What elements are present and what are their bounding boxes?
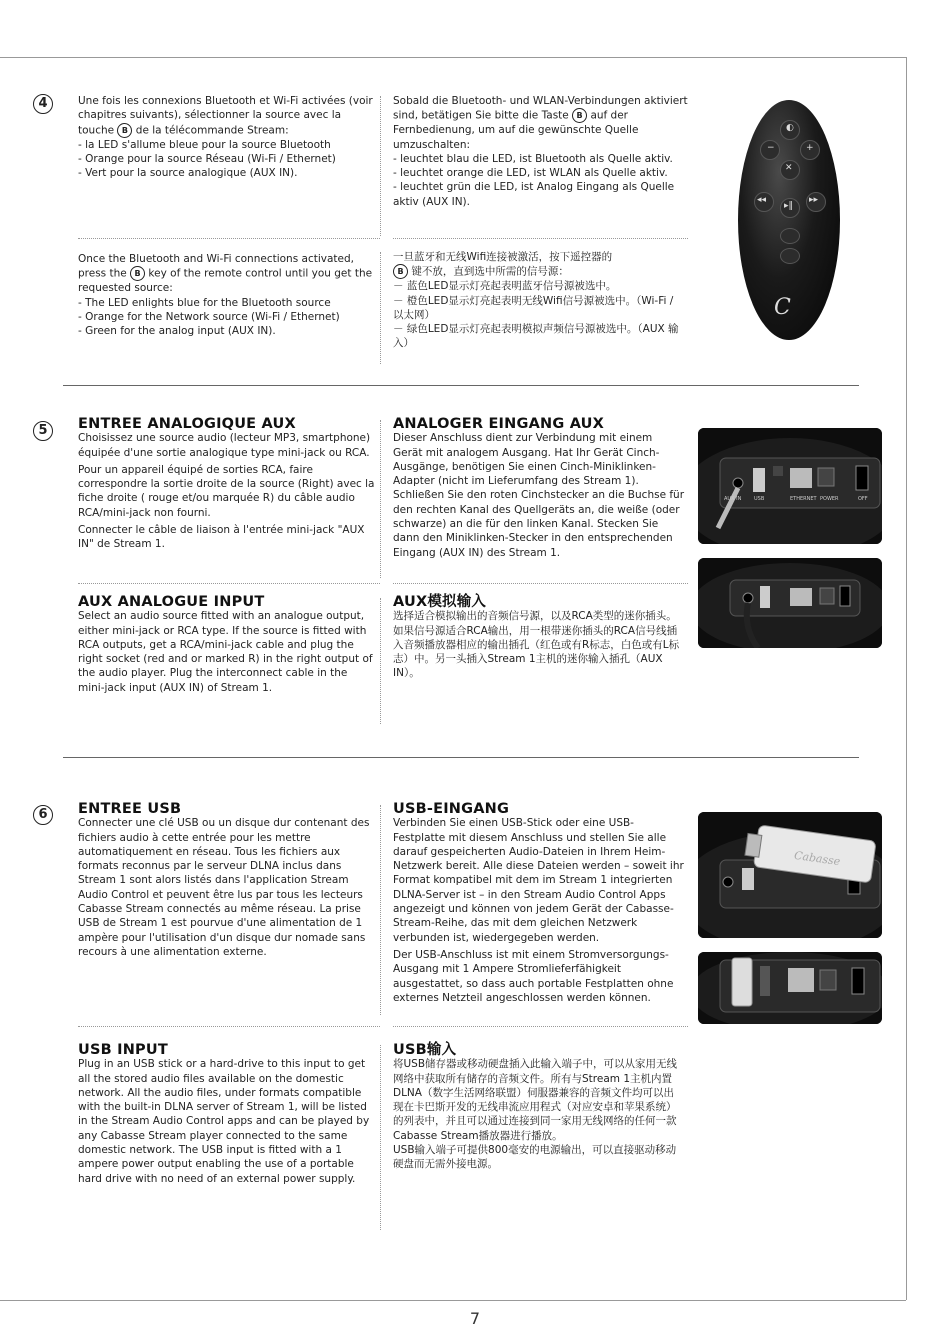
aux-cable-photo [698, 558, 882, 648]
row-divider [393, 238, 688, 239]
section5-zh-title: AUX模拟输入 [393, 594, 487, 610]
source-icon [780, 228, 800, 244]
mute-icon: ✕ [780, 160, 800, 180]
source-key-icon: B [572, 108, 587, 123]
row-divider [78, 1026, 380, 1027]
section6-fr-title: ENTREE USB [78, 801, 182, 817]
section-divider [63, 757, 859, 758]
play-pause-icon: ▸‖ [780, 198, 800, 218]
step-number-6: 6 [33, 805, 53, 825]
panel-label: AUX IN [724, 496, 742, 502]
step-number-5: 5 [33, 421, 53, 441]
section5-fr-title: ENTREE ANALOGIQUE AUX [78, 416, 296, 432]
usb-port-photo [698, 952, 882, 1024]
remote-button [780, 248, 800, 264]
section5-de-text: ANALOGER EINGANG AUX Dieser Anschluss dient zur Verbindung mit einem Gerät mit analogem Ausgang. Hat Ihr Gerät Cinch-Ausgänge, benötigen Sie einen Cinch-Miniklinken-Adapter (nicht im Lieferumfang des Stream 1). Schließen Sie den roten Cinchstecker an die Buchse für den rechten Kanal des Quellgeräts an, die weiße (oder schwarze) an die für den linken Kanal. Stecken Sie dann den Miniklinken-Stecker in den entsprechenden Eingang (AUX IN) des Stream 1. [393, 416, 685, 559]
row-divider [78, 238, 380, 239]
page-frame-bottom [0, 1300, 906, 1301]
section4-fr-text: Une fois les connexions Bluetooth et Wi-Fi activées (voir chapitres suivants), sélectionner la source avec la touche B de la télécommande Stream: - la LED s'allume bleue pour la source Bluetooth - Orange pour la source Réseau (Wi-Fi / Ethernet) - Vert pour la source analogique (AUX IN). [78, 95, 373, 180]
power-icon: ◐ [780, 120, 800, 140]
column-divider [380, 420, 381, 578]
column-divider [380, 598, 381, 724]
column-divider [380, 805, 381, 1015]
step-number-4: 4 [33, 94, 53, 114]
section4-en-text: Once the Bluetooth and Wi-Fi connections activated, press the B key of the remote control until you get the requested source: - The LED enlights blue for the Bluetooth source - Orange for the Network source (Wi-Fi / Ethernet) - Green for the analog input (AUX IN). [78, 253, 373, 338]
row-divider [393, 583, 688, 584]
row-divider [78, 583, 380, 584]
cabasse-stick-logo: Cabasse [793, 848, 842, 869]
section5-de-title: ANALOGER EINGANG AUX [393, 416, 605, 432]
source-key-icon: B [117, 123, 132, 138]
panel-label: OFF [858, 496, 868, 502]
usb-stick-photo [698, 812, 882, 938]
page-number: 7 [469, 1309, 481, 1328]
section6-de-text: USB-EINGANG Verbinden Sie einen USB-Stick oder eine USB-Festplatte mit diesem Anschluss und stellen Sie alle darauf gespeicherten Audio-Dateien in Ihrem Heim-Netzwerk bereit. Alle diese Dateien werden – soweit ihr Format kompatibel mit dem im Stream 1 integrierten DLNA-Server ist – in den Stream Audio Control Apps angezeigt und können von jedem Gerät der Cabasse-Stream-Reihe, das mit dem gleichen Netzwerk verbunden ist, wiedergegeben werden. Der USB-Anschluss ist mit einem Stromversorgungs-Ausgang mit 1 Ampere Stromlieferfähigkeit ausgestattet, so dass auch portable Festplatten ohne externes Netzteil angeschlossen werden können. [393, 801, 684, 1004]
volume-down-icon: − [760, 140, 780, 160]
section5-fr-text: ENTREE ANALOGIQUE AUX Choisissez une source audio (lecteur MP3, smartphone) équipée d'une sortie analogique type mini-jack ou RCA. Pour un appareil équipé de sorties RCA, faire correspondre la sortie droite de la source (Right) avec la fiche droite ( rouge et/ou marquée R) du câble audio RCA/mini-jack non fourni. Connecter le câble de liaison à l'entrée mini-jack "AUX IN" de Stream 1. [78, 416, 375, 551]
next-icon: ▸▸ [806, 192, 826, 212]
section5-en-title: AUX ANALOGUE INPUT [78, 594, 265, 610]
volume-up-icon: + [800, 140, 820, 160]
prev-icon: ◂◂ [754, 192, 774, 212]
section6-fr-text: ENTREE USB Connecter une clé USB ou un disque dur contenant des fichiers audio à cette entrée pour les mettre automatiquement en réseau. Tous les fichiers aux formats reconnus par le serveur DLNA inclus dans Stream 1 sont alors listés dans l'application Stream Audio Control et peuvent être lus par tous les lecteurs Cabasse Stream connectés au même réseau. La prise USB de Stream 1 est pourvue d'une alimentation de 1 ampère pour l'utilisation d'un disque dur nomade sans recours à une alimentation externe. [78, 802, 378, 959]
section6-de-title: USB-EINGANG [393, 801, 510, 817]
section6-zh-text: USB输入 将USB储存器或移动硬盘插入此输入端子中，可以从家用无线网络中获取所有储存的音频文件。所有与Stream 1主机内置DLNA（数字生活网络联盟）伺服器兼容的音频文件均可以出现在卡巴斯开发的无线串流应用程式（对应安卓和苹果系统）的列表中，并且可以通过连接到同一家用无线网络的任何一款Cabasse Stream播放器进行播放。 USB输入端子可提供800毫安的电源输出，可以直接驱动移动硬盘而无需外接电源。 [393, 1043, 683, 1172]
source-key-icon: B [393, 264, 408, 279]
section5-zh-text: AUX模拟输入 选择适合模拟输出的音频信号源，以及RCA类型的迷你插头。如果信号源适合RCA输出，用一根带迷你插头的RCA信号线插入音频播放器相应的输出插孔（红色或有R标志，白色或有L标志）中。另一头插入Stream 1主机的迷你输入插孔（AUX IN）。 [393, 594, 680, 680]
section4-de-text: Sobald die Bluetooth- und WLAN-Verbindungen aktiviert sind, betätigen Sie bitte die Taste B auf der Fernbedienung, um auf die gewünschte Quelle umzuschalten: - leuchtet blau die LED, ist Bluetooth als Quelle aktiv. - leuchtet orange die LED, ist WLAN als Quelle aktiv. - leuchtet grün die LED, ist Analog Eingang als Quelle aktiv (AUX IN). [393, 95, 688, 208]
column-divider [380, 1045, 381, 1230]
source-key-icon: B [130, 266, 145, 281]
aux-input-photo [698, 428, 882, 544]
section6-zh-title: USB输入 [393, 1042, 457, 1058]
page-frame-right [906, 57, 907, 1300]
section4-zh-text: 一旦蓝牙和无线Wifi连接被激活，按下遥控器的 B 键不放，直到选中所需的信号源： － 蓝色LED显示灯亮起表明蓝牙信号源被选中。 － 橙色LED显示灯亮起表明无线Wifi信号源被选中。（Wi-Fi / 以太网） － 绿色LED显示灯亮起表明模拟声频信号源被选中。（AUX 输入） [393, 251, 679, 350]
panel-label: ETHERNET [790, 496, 817, 502]
section6-en-text: USB INPUT Plug in an USB stick or a hard-drive to this input to get all the stored audio files available on the domestic network. All the audio files, under formats compatible with the built-in DLNA server of Stream 1, will be listed in the Stream Audio Control apps and can be played by any Cabasse Stream player connected to the same domestic network. The USB input is fitted with a 1 ampere power output enabling the use of a portable hard drive with no need of an external power supply. [78, 1043, 378, 1186]
column-divider [380, 252, 381, 364]
column-divider [380, 96, 381, 236]
row-divider [393, 1026, 688, 1027]
section5-en-text: AUX ANALOGUE INPUT Select an audio source fitted with an analogue output, either mini-jack or RCA type. If the source is fitted with RCA outputs, get a RCA/mini-jack cable and plug the right socket (red and or marked R) in the right output of the audio player. Plug the interconnect cable in the mini-jack input (AUX IN) of Stream 1. [78, 595, 376, 695]
cabasse-logo: C [774, 295, 791, 320]
page-frame-top [0, 57, 906, 58]
remote-control-image [738, 100, 840, 340]
section6-en-title: USB INPUT [78, 1042, 168, 1058]
panel-label: POWER [820, 496, 839, 502]
section-divider [63, 385, 859, 386]
panel-label: USB [754, 496, 765, 502]
